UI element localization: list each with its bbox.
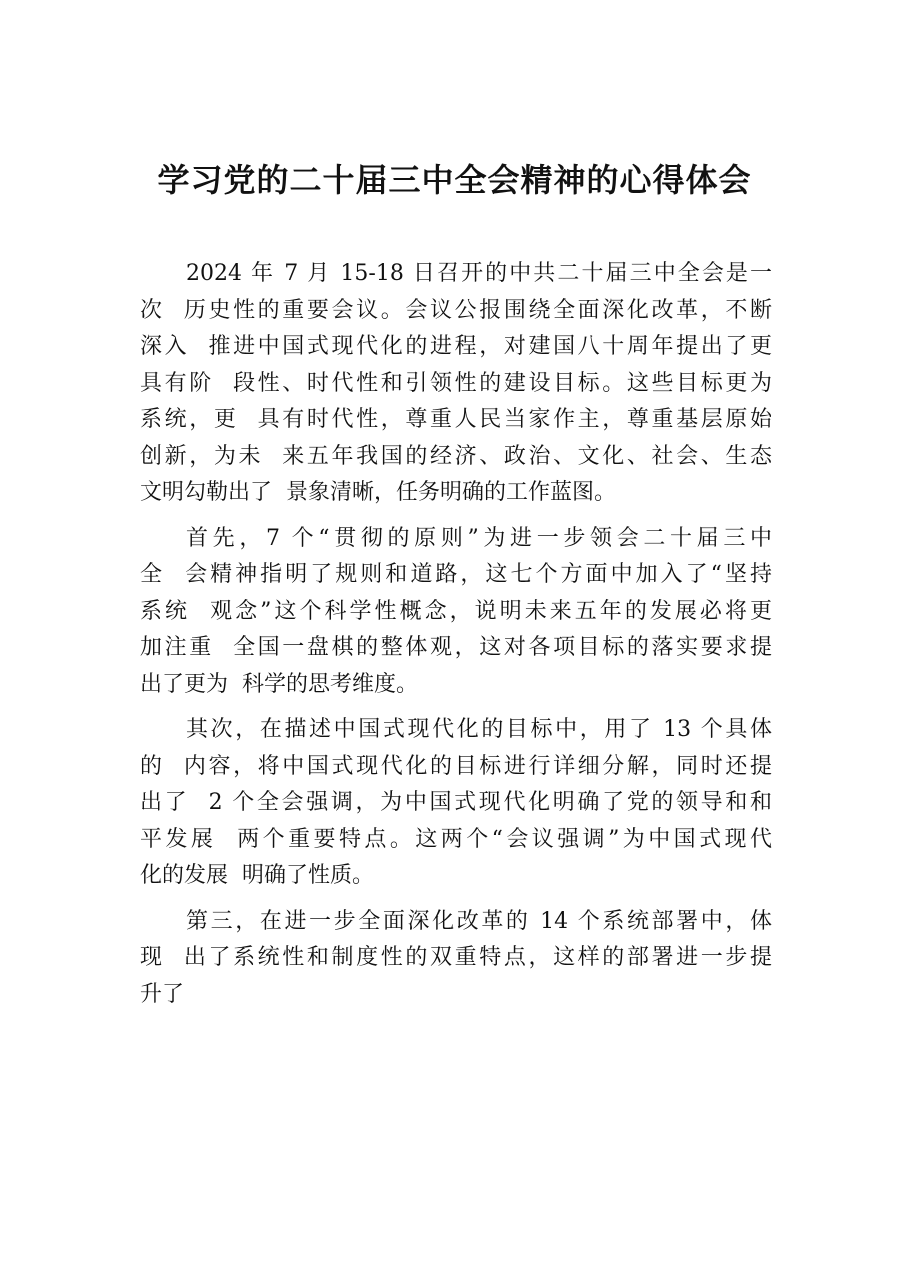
text-line: 平发展 两个重要特点。这两个“会议强调”为中国式现代 [140,826,772,852]
text-line: 出了 2 个全会强调，为中国式现代化明确了党的领导和和 [140,790,772,815]
text-line: 第三，在进一步全面深化改革的 14 个系统部署中，体 [186,908,772,934]
paragraph-4 [140,904,772,1014]
text-line: 升了 [140,981,185,1007]
text-line: 创新，为未 来五年我国的经济、政治、文化、社会、生态 [140,443,772,469]
text-line: 全 会精神指明了规则和道路，这七个方面中加入了“坚持 [140,562,772,587]
text-line: 系统 观念”这个科学性概念，说明未来五年的发展必将更 [140,598,772,624]
text-line: 系统，更 具有时代性，尊重人民当家作主，尊重基层原始 [140,407,772,432]
text-line: 首先，7 个“贯彻的原则”为进一步领会二十届三中 [186,525,772,551]
document-title: 学习党的二十届三中全会精神的心得体会 [157,161,752,199]
text-line: 出了更为 科学的思考维度。 [140,671,418,697]
text-line: 现 出了系统性和制度性的双重特点，这样的部署进一步提 [140,945,772,970]
text-line: 加注重 全国一盘棋的整体观，这对各项目标的落实要求提 [140,635,772,660]
paragraph-1 [140,256,772,512]
paragraph-2 [140,521,772,704]
paragraph-3 [140,712,772,895]
text-line: 的 内容，将中国式现代化的目标进行详细分解，同时还提 [140,753,772,779]
text-line: 其次，在描述中国式现代化的目标中，用了 13 个具体 [186,717,772,742]
text-line: 文明勾勒出了 景象清晰，任务明确的工作蓝图。 [140,480,616,505]
text-line: 具有阶 段性、时代性和引领性的建设目标。这些目标更为 [140,370,772,396]
text-line: 2024 年 7 月 15-18 日召开的中共二十届三中全会是一 [186,261,772,286]
text-line: 深入 推进中国式现代化的进程，对建国八十周年提出了更 [140,334,772,359]
document-body [140,256,772,1022]
text-line: 次 历史性的重要会议。会议公报围绕全面深化改革，不断 [140,297,772,323]
text-line: 化的发展 明确了性质。 [140,863,374,888]
